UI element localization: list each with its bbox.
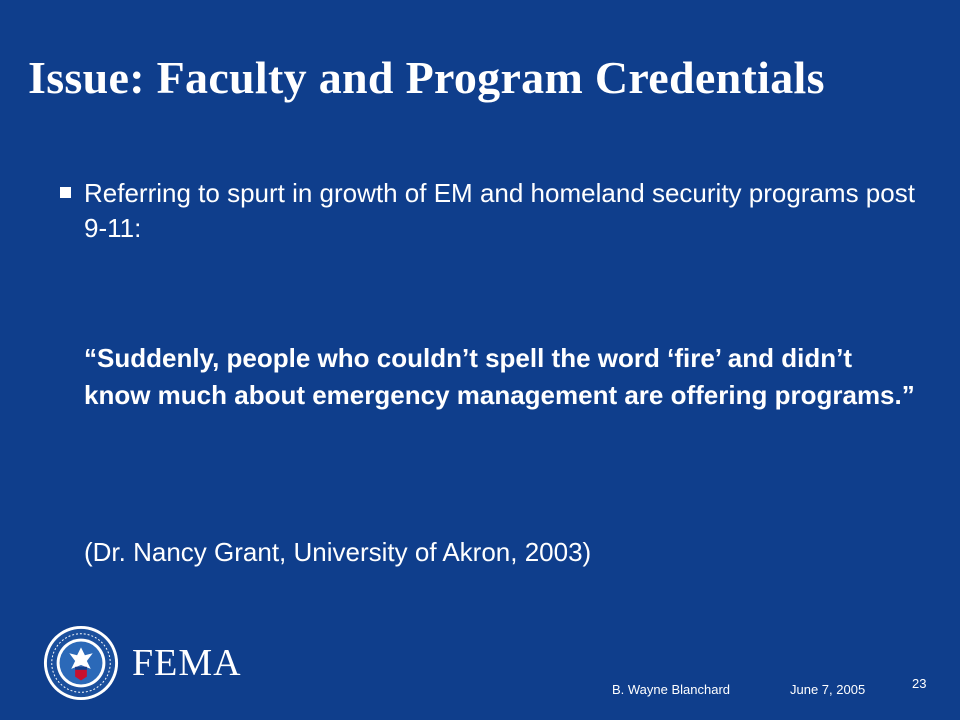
dhs-seal-icon	[42, 624, 120, 702]
bullet-list	[60, 176, 920, 246]
square-bullet-icon	[60, 187, 71, 198]
quote-text: “Suddenly, people who couldn’t spell the word ‘fire’ and didn’t know much about emergency management are offering programs.”	[84, 343, 915, 410]
bullet-text: Referring to spurt in growth of EM and homeland security programs post 9-11:	[84, 178, 915, 243]
slide-title: Issue: Faculty and Program Credentials	[28, 52, 825, 103]
fema-logo	[42, 624, 242, 702]
fema-wordmark: FEMA	[132, 642, 242, 684]
bullet-item	[60, 176, 920, 246]
quote-citation: (Dr. Nancy Grant, University of Akron, 2003)	[84, 537, 592, 567]
footer-author: B. Wayne Blanchard	[612, 682, 731, 697]
page-number: 23	[912, 676, 927, 691]
footer-date: June 7, 2005	[790, 682, 866, 697]
